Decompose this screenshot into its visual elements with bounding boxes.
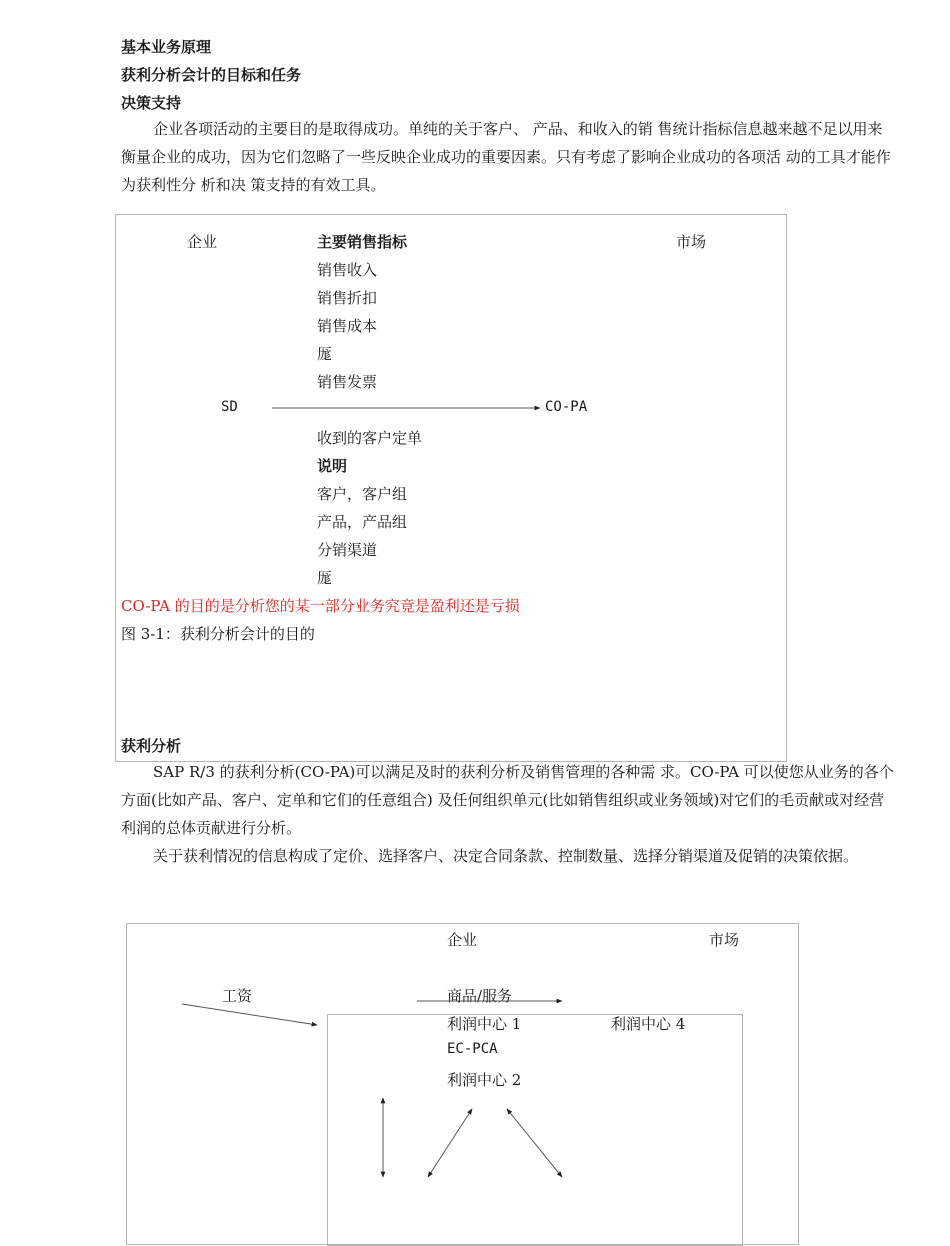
section-heading-decision: 决策支持 xyxy=(121,94,182,112)
intro-paragraph: 企业各项活动的主要目的是取得成功。单纯的关于客户、 产品、和收入的销 售统计指标信息越来越不足以用来衡量企业的成功，因为它们忽略了一些反映企业成功的重要因素。只有考虑了影响企业成功的各项活 动的工具才能作为获利性分 析和决 策支持的有效工具。 xyxy=(121,120,891,194)
fig1-main-indicators-title: 主要销售指标 xyxy=(317,233,408,251)
fig1-description-title: 说明 xyxy=(317,457,348,475)
fig2-wages-arrow xyxy=(182,1004,317,1025)
fig2-left-diagonal-arrow xyxy=(428,1109,472,1177)
fig1-orders-label: 收到的客户定单 xyxy=(317,429,423,447)
fig1-copa-label: CO-PA xyxy=(545,399,588,415)
fig1-description: 产品，产品组 xyxy=(317,513,408,531)
fig1-description: 客户，客户组 xyxy=(317,485,408,503)
fig1-enterprise-label: 企业 xyxy=(187,233,218,251)
section-heading-profit-analysis: 获利分析 xyxy=(121,737,182,755)
fig2-profit-center-4: 利润中心 4 xyxy=(611,1015,686,1033)
fig1-description: 分销渠道 xyxy=(317,541,378,559)
fig2-enterprise-label: 企业 xyxy=(447,931,478,949)
fig2-profit-center-2: 利润中心 2 xyxy=(447,1071,522,1089)
fig1-sd-label: SD xyxy=(221,399,238,415)
paragraph-copa: SAP R/3 的获利分析(CO-PA)可以满足及时的获利分析及销售管理的各种需 求。CO-PA 可以使您从业务的各个方面(比如产品、客户、定单和它们的任意组合) 及任何组织单元(比如销售组织或业务领域)对它们的毛贡献或对经营利润的总体贡献进行分析。 xyxy=(121,763,894,837)
fig2-wages-label: 工资 xyxy=(222,987,253,1005)
fig1-indicator: 销售折扣 xyxy=(317,289,378,307)
paragraph-decision-basis: 关于获利情况的信息构成了定价、选择客户、决定合同条款、控制数量、选择分销渠道及促销的决策依据。 xyxy=(153,847,859,865)
fig1-red-note: CO-PA 的目的是分析您的某一部分业务究竟是盈利还是亏损 xyxy=(121,597,520,615)
fig1-indicator: 销售成本 xyxy=(317,317,378,335)
fig1-description: 厖 xyxy=(317,569,333,587)
section-heading-goals: 获利分析会计的目标和任务 xyxy=(121,66,302,84)
fig1-market-label: 市场 xyxy=(676,233,707,251)
fig1-caption: 图 3-1：获利分析会计的目的 xyxy=(121,625,315,643)
fig2-ec-pca: EC-PCA xyxy=(447,1041,498,1057)
fig2-market-label: 市场 xyxy=(709,931,740,949)
fig2-goods-label: 商品/服务 xyxy=(447,987,513,1005)
fig1-indicator: 销售发票 xyxy=(317,373,378,391)
fig2-right-diagonal-arrow xyxy=(507,1109,562,1177)
fig2-profit-center-1: 利润中心 1 xyxy=(447,1015,522,1033)
section-heading-basics: 基本业务原理 xyxy=(121,38,212,56)
fig1-indicator: 厖 xyxy=(317,345,333,363)
fig1-indicator: 销售收入 xyxy=(317,261,378,279)
